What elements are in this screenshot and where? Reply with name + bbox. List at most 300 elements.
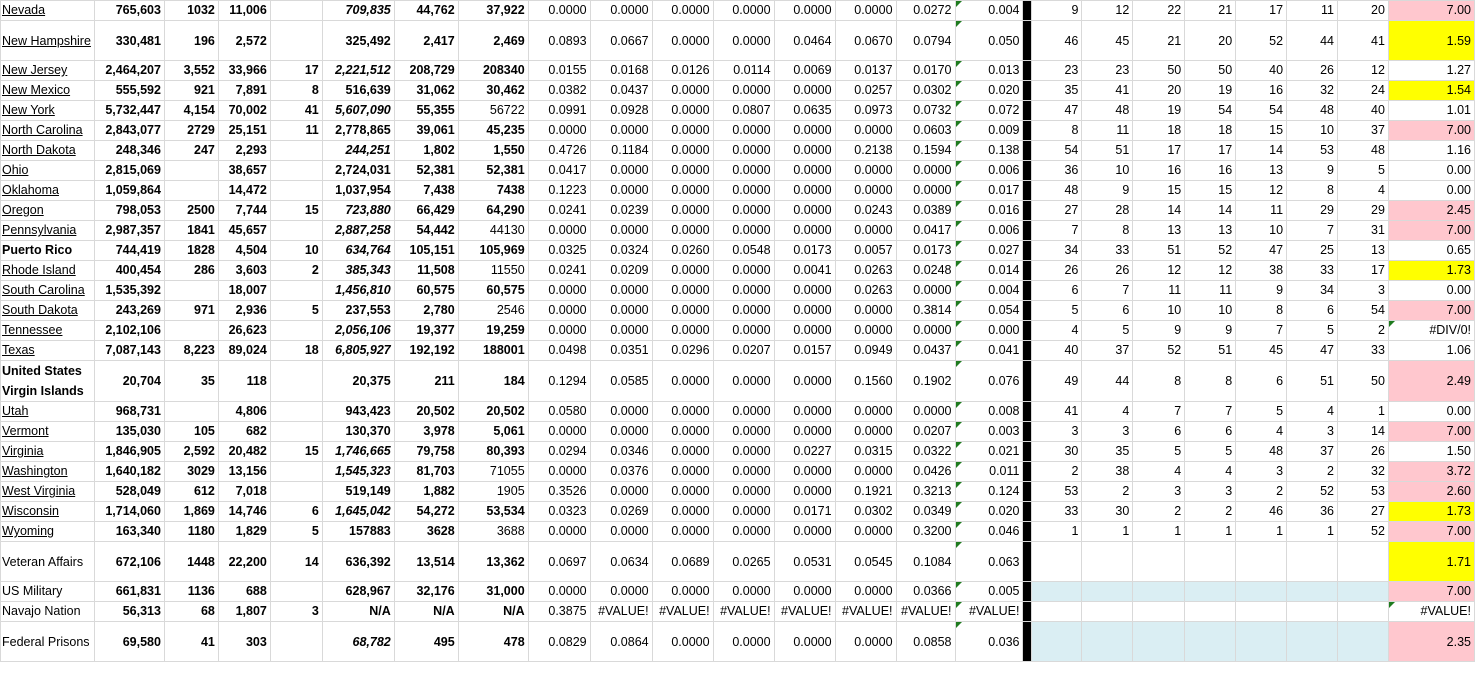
cell-total[interactable]: 555,592 (94, 81, 164, 101)
cell-count-b[interactable]: 688 (218, 582, 270, 602)
cell-total[interactable]: 1,535,392 (94, 281, 164, 301)
jurisdiction-link[interactable]: North Dakota (2, 143, 76, 157)
cell-ratio[interactable]: 0.0170 (896, 61, 955, 81)
cell-ratio[interactable]: #VALUE! (590, 602, 652, 622)
cell-ratio[interactable]: 0.0000 (528, 522, 590, 542)
cell-count-b[interactable]: 89,024 (218, 341, 270, 361)
cell-ratio[interactable]: 0.0000 (896, 321, 955, 341)
cell-value-b[interactable]: 81,703 (394, 462, 458, 482)
cell-count-a[interactable]: 196 (164, 21, 218, 61)
cell-ratio[interactable]: 0.0000 (713, 221, 774, 241)
cell-ratio[interactable]: 0.0382 (528, 81, 590, 101)
jurisdiction-link[interactable]: New Mexico (2, 83, 71, 97)
cell-value-a[interactable]: 385,343 (322, 261, 394, 281)
cell-rank[interactable] (1032, 602, 1082, 622)
cell-rank[interactable]: 11 (1236, 201, 1287, 221)
cell-rank[interactable] (1185, 602, 1236, 622)
cell-ratio[interactable]: 0.0000 (774, 281, 835, 301)
cell-rank[interactable]: 7 (1185, 402, 1236, 422)
cell-ratio[interactable]: 0.0000 (774, 221, 835, 241)
jurisdiction-link[interactable]: Washington (2, 464, 68, 478)
cell-ratio[interactable]: 0.0000 (835, 462, 896, 482)
cell-score[interactable]: 7.00 (1388, 582, 1474, 602)
cell-rank[interactable]: 20 (1133, 81, 1185, 101)
cell-value-b[interactable]: 192,192 (394, 341, 458, 361)
cell-aggregate[interactable]: 0.046 (955, 522, 1023, 542)
cell-ratio[interactable]: 0.2138 (835, 141, 896, 161)
cell-rank[interactable]: 47 (1287, 341, 1338, 361)
cell-aggregate[interactable]: 0.006 (955, 161, 1023, 181)
cell-value-a[interactable]: 237,553 (322, 301, 394, 321)
cell-total[interactable]: 661,831 (94, 582, 164, 602)
cell-rank[interactable]: 5 (1082, 321, 1133, 341)
cell-aggregate[interactable]: 0.027 (955, 241, 1023, 261)
cell-ratio[interactable]: 0.0346 (590, 442, 652, 462)
cell-value-b[interactable]: 39,061 (394, 121, 458, 141)
cell-ratio[interactable]: 0.0000 (835, 161, 896, 181)
cell-rank[interactable]: 8 (1082, 221, 1133, 241)
cell-ratio[interactable]: 0.0000 (528, 281, 590, 301)
cell-ratio[interactable]: 0.0000 (835, 221, 896, 241)
cell-ratio[interactable]: 0.0000 (713, 361, 774, 402)
cell-count-b[interactable]: 682 (218, 422, 270, 442)
cell-count-a[interactable] (164, 402, 218, 422)
cell-value-b[interactable]: 66,429 (394, 201, 458, 221)
cell-rank[interactable]: 6 (1185, 422, 1236, 442)
cell-rank[interactable]: 52 (1287, 482, 1338, 502)
cell-total[interactable]: 20,704 (94, 361, 164, 402)
cell-count-b[interactable]: 18,007 (218, 281, 270, 301)
cell-ratio[interactable]: 0.0000 (652, 582, 713, 602)
cell-count-b[interactable]: 13,156 (218, 462, 270, 482)
cell-value-b[interactable]: N/A (394, 602, 458, 622)
cell-rank[interactable]: 46 (1032, 21, 1082, 61)
cell-value-a[interactable]: 6,805,927 (322, 341, 394, 361)
cell-jurisdiction[interactable] (1, 121, 95, 141)
cell-count-b[interactable]: 20,482 (218, 442, 270, 462)
cell-rank[interactable]: 36 (1287, 502, 1338, 522)
cell-rank[interactable]: 44 (1082, 361, 1133, 402)
cell-jurisdiction[interactable] (1, 542, 95, 582)
cell-rank[interactable]: 9 (1133, 321, 1185, 341)
cell-rank[interactable]: 19 (1133, 101, 1185, 121)
cell-total[interactable]: 400,454 (94, 261, 164, 281)
cell-ratio[interactable]: 0.1184 (590, 141, 652, 161)
cell-ratio[interactable]: 0.0000 (590, 161, 652, 181)
cell-ratio[interactable]: 0.0000 (713, 261, 774, 281)
cell-rank[interactable]: 5 (1032, 301, 1082, 321)
cell-value-a[interactable]: 20,375 (322, 361, 394, 402)
cell-rank[interactable]: 36 (1032, 161, 1082, 181)
cell-rank[interactable]: 33 (1287, 261, 1338, 281)
cell-rank[interactable]: 51 (1185, 341, 1236, 361)
cell-ratio[interactable]: 0.0366 (896, 582, 955, 602)
cell-ratio[interactable]: 0.0263 (835, 261, 896, 281)
cell-rank[interactable]: 5 (1338, 161, 1389, 181)
cell-total[interactable]: 56,313 (94, 602, 164, 622)
cell-aggregate[interactable]: 0.020 (955, 502, 1023, 522)
cell-rank[interactable]: 12 (1236, 181, 1287, 201)
cell-value-c[interactable]: 7438 (458, 181, 528, 201)
cell-score[interactable]: 0.00 (1388, 402, 1474, 422)
cell-rank[interactable]: 4 (1133, 462, 1185, 482)
cell-total[interactable]: 798,053 (94, 201, 164, 221)
cell-aggregate[interactable]: 0.138 (955, 141, 1023, 161)
cell-rank[interactable]: 34 (1032, 241, 1082, 261)
cell-count-c[interactable]: 6 (270, 502, 322, 522)
cell-ratio[interactable]: 0.0000 (713, 121, 774, 141)
cell-score[interactable]: 0.00 (1388, 281, 1474, 301)
cell-ratio[interactable]: 0.0000 (774, 582, 835, 602)
cell-rank[interactable]: 1 (1287, 522, 1338, 542)
cell-value-c[interactable]: 5,061 (458, 422, 528, 442)
jurisdiction-link[interactable]: Wyoming (2, 524, 54, 538)
cell-aggregate[interactable]: 0.050 (955, 21, 1023, 61)
cell-rank[interactable] (1032, 542, 1082, 582)
cell-value-a[interactable]: 325,492 (322, 21, 394, 61)
cell-ratio[interactable]: 0.0973 (835, 101, 896, 121)
cell-rank[interactable]: 29 (1338, 201, 1389, 221)
cell-value-a[interactable]: 5,607,090 (322, 101, 394, 121)
cell-rank[interactable]: 54 (1032, 141, 1082, 161)
cell-rank[interactable]: 2 (1236, 482, 1287, 502)
cell-rank[interactable] (1082, 602, 1133, 622)
jurisdiction-link[interactable]: Utah (2, 404, 29, 418)
cell-ratio[interactable]: #VALUE! (774, 602, 835, 622)
cell-rank[interactable]: 15 (1236, 121, 1287, 141)
cell-score[interactable]: #DIV/0! (1388, 321, 1474, 341)
cell-rank[interactable]: 28 (1082, 201, 1133, 221)
cell-ratio[interactable]: 0.0057 (835, 241, 896, 261)
cell-count-c[interactable] (270, 482, 322, 502)
cell-value-c[interactable]: 3688 (458, 522, 528, 542)
cell-ratio[interactable]: 0.0000 (774, 402, 835, 422)
cell-value-b[interactable]: 1,882 (394, 482, 458, 502)
cell-score[interactable]: 1.73 (1388, 261, 1474, 281)
cell-value-c[interactable]: 53,534 (458, 502, 528, 522)
cell-rank[interactable]: 21 (1133, 21, 1185, 61)
cell-value-b[interactable]: 31,062 (394, 81, 458, 101)
cell-count-a[interactable] (164, 181, 218, 201)
cell-ratio[interactable]: 0.0000 (774, 482, 835, 502)
cell-value-b[interactable]: 13,514 (394, 542, 458, 582)
cell-count-b[interactable]: 70,002 (218, 101, 270, 121)
cell-value-c[interactable]: 56722 (458, 101, 528, 121)
cell-rank[interactable]: 54 (1236, 101, 1287, 121)
cell-score[interactable]: 1.16 (1388, 141, 1474, 161)
cell-rank[interactable] (1082, 542, 1133, 582)
cell-rank[interactable]: 3 (1338, 281, 1389, 301)
cell-rank[interactable]: 40 (1236, 61, 1287, 81)
cell-ratio[interactable]: 0.0000 (835, 422, 896, 442)
cell-rank[interactable]: 11 (1287, 1, 1338, 21)
cell-score[interactable]: 1.06 (1388, 341, 1474, 361)
cell-ratio[interactable]: 0.0000 (652, 181, 713, 201)
cell-rank[interactable]: 52 (1185, 241, 1236, 261)
cell-rank[interactable]: 14 (1133, 201, 1185, 221)
cell-rank[interactable] (1185, 542, 1236, 582)
cell-ratio[interactable]: 0.0000 (774, 422, 835, 442)
cell-count-b[interactable]: 2,936 (218, 301, 270, 321)
cell-rank[interactable]: 7 (1236, 321, 1287, 341)
cell-score[interactable]: 2.49 (1388, 361, 1474, 402)
cell-ratio[interactable]: 0.0000 (835, 121, 896, 141)
cell-rank[interactable] (1338, 622, 1389, 662)
cell-count-c[interactable]: 10 (270, 241, 322, 261)
cell-rank[interactable]: 5 (1236, 402, 1287, 422)
jurisdiction-link[interactable]: Virginia (2, 444, 44, 458)
cell-ratio[interactable]: 0.0000 (713, 582, 774, 602)
cell-rank[interactable]: 10 (1236, 221, 1287, 241)
cell-value-a[interactable]: 68,782 (322, 622, 394, 662)
cell-ratio[interactable]: 0.0000 (652, 622, 713, 662)
cell-value-a[interactable]: 636,392 (322, 542, 394, 582)
cell-ratio[interactable]: 0.0000 (774, 181, 835, 201)
cell-rank[interactable]: 32 (1338, 462, 1389, 482)
cell-ratio[interactable]: 0.0000 (652, 141, 713, 161)
cell-value-c[interactable]: N/A (458, 602, 528, 622)
cell-ratio[interactable]: 0.0000 (713, 462, 774, 482)
cell-count-a[interactable]: 3029 (164, 462, 218, 482)
cell-ratio[interactable]: 0.0000 (652, 101, 713, 121)
cell-ratio[interactable]: 0.0000 (835, 321, 896, 341)
cell-count-a[interactable]: 1136 (164, 582, 218, 602)
cell-value-a[interactable]: N/A (322, 602, 394, 622)
cell-count-c[interactable] (270, 582, 322, 602)
cell-value-c[interactable]: 1905 (458, 482, 528, 502)
cell-count-a[interactable]: 612 (164, 482, 218, 502)
cell-rank[interactable]: 47 (1236, 241, 1287, 261)
cell-value-a[interactable]: 2,778,865 (322, 121, 394, 141)
cell-jurisdiction[interactable] (1, 462, 95, 482)
cell-rank[interactable]: 8 (1236, 301, 1287, 321)
cell-aggregate[interactable]: 0.036 (955, 622, 1023, 662)
cell-ratio[interactable]: 0.0069 (774, 61, 835, 81)
cell-value-c[interactable]: 80,393 (458, 442, 528, 462)
cell-value-c[interactable]: 208340 (458, 61, 528, 81)
cell-jurisdiction[interactable] (1, 81, 95, 101)
cell-value-a[interactable]: 1,545,323 (322, 462, 394, 482)
cell-ratio[interactable]: 0.0603 (896, 121, 955, 141)
cell-ratio[interactable]: 0.0126 (652, 61, 713, 81)
cell-count-c[interactable]: 41 (270, 101, 322, 121)
cell-jurisdiction[interactable] (1, 241, 95, 261)
cell-ratio[interactable]: 0.0545 (835, 542, 896, 582)
cell-rank[interactable]: 17 (1185, 141, 1236, 161)
cell-ratio[interactable]: 0.0241 (528, 261, 590, 281)
cell-total[interactable]: 2,464,207 (94, 61, 164, 81)
cell-rank[interactable] (1032, 582, 1082, 602)
cell-ratio[interactable]: 0.0000 (835, 1, 896, 21)
cell-ratio[interactable]: 0.0000 (590, 181, 652, 201)
cell-count-b[interactable]: 7,744 (218, 201, 270, 221)
cell-rank[interactable]: 2 (1082, 482, 1133, 502)
cell-ratio[interactable]: 0.0041 (774, 261, 835, 281)
cell-ratio[interactable]: 0.0000 (835, 402, 896, 422)
cell-count-a[interactable]: 1841 (164, 221, 218, 241)
cell-value-b[interactable]: 11,508 (394, 261, 458, 281)
cell-rank[interactable]: 16 (1236, 81, 1287, 101)
cell-total[interactable]: 330,481 (94, 21, 164, 61)
cell-value-b[interactable]: 3628 (394, 522, 458, 542)
cell-total[interactable]: 2,843,077 (94, 121, 164, 141)
cell-ratio[interactable]: 0.0168 (590, 61, 652, 81)
cell-rank[interactable] (1236, 622, 1287, 662)
cell-rank[interactable]: 9 (1287, 161, 1338, 181)
cell-value-c[interactable]: 478 (458, 622, 528, 662)
cell-aggregate[interactable]: 0.020 (955, 81, 1023, 101)
cell-ratio[interactable]: 0.0171 (774, 502, 835, 522)
cell-value-a[interactable]: 1,746,665 (322, 442, 394, 462)
cell-ratio[interactable]: 0.0207 (713, 341, 774, 361)
cell-rank[interactable]: 20 (1338, 1, 1389, 21)
cell-ratio[interactable]: 0.0000 (652, 121, 713, 141)
cell-jurisdiction[interactable] (1, 341, 95, 361)
cell-rank[interactable]: 50 (1133, 61, 1185, 81)
cell-score[interactable]: 7.00 (1388, 522, 1474, 542)
cell-rank[interactable]: 17 (1133, 141, 1185, 161)
cell-ratio[interactable]: 0.0000 (528, 1, 590, 21)
cell-ratio[interactable]: 0.0000 (528, 582, 590, 602)
cell-total[interactable]: 765,603 (94, 1, 164, 21)
cell-rank[interactable]: 13 (1236, 161, 1287, 181)
cell-ratio[interactable]: 0.0248 (896, 261, 955, 281)
cell-ratio[interactable]: 0.0000 (652, 201, 713, 221)
cell-count-c[interactable] (270, 462, 322, 482)
cell-ratio[interactable]: 0.0000 (774, 361, 835, 402)
cell-rank[interactable] (1133, 542, 1185, 582)
cell-ratio[interactable]: 0.0635 (774, 101, 835, 121)
cell-count-c[interactable] (270, 141, 322, 161)
cell-rank[interactable]: 12 (1133, 261, 1185, 281)
cell-jurisdiction[interactable] (1, 181, 95, 201)
cell-total[interactable]: 243,269 (94, 301, 164, 321)
cell-value-c[interactable]: 52,381 (458, 161, 528, 181)
cell-rank[interactable] (1236, 582, 1287, 602)
cell-rank[interactable]: 37 (1082, 341, 1133, 361)
cell-ratio[interactable]: 0.0157 (774, 341, 835, 361)
cell-rank[interactable]: 30 (1082, 502, 1133, 522)
cell-ratio[interactable]: 0.0000 (774, 301, 835, 321)
cell-value-b[interactable]: 79,758 (394, 442, 458, 462)
cell-ratio[interactable]: 0.0376 (590, 462, 652, 482)
cell-ratio[interactable]: 0.0315 (835, 442, 896, 462)
cell-ratio[interactable]: 0.0000 (590, 321, 652, 341)
cell-rank[interactable] (1133, 582, 1185, 602)
cell-rank[interactable] (1185, 582, 1236, 602)
cell-rank[interactable]: 38 (1236, 261, 1287, 281)
cell-rank[interactable]: 33 (1082, 241, 1133, 261)
cell-count-c[interactable] (270, 21, 322, 61)
cell-total[interactable]: 1,640,182 (94, 462, 164, 482)
cell-rank[interactable]: 1 (1338, 402, 1389, 422)
cell-ratio[interactable]: 0.0114 (713, 61, 774, 81)
cell-rank[interactable]: 18 (1133, 121, 1185, 141)
cell-count-c[interactable] (270, 321, 322, 341)
cell-rank[interactable] (1133, 602, 1185, 622)
cell-ratio[interactable]: 0.0417 (528, 161, 590, 181)
cell-ratio[interactable]: 0.1594 (896, 141, 955, 161)
cell-ratio[interactable]: 0.0294 (528, 442, 590, 462)
cell-total[interactable]: 744,419 (94, 241, 164, 261)
cell-score[interactable]: 1.01 (1388, 101, 1474, 121)
cell-jurisdiction[interactable] (1, 321, 95, 341)
cell-value-c[interactable]: 20,502 (458, 402, 528, 422)
cell-aggregate[interactable]: 0.004 (955, 1, 1023, 21)
cell-rank[interactable]: 14 (1236, 141, 1287, 161)
cell-ratio[interactable]: #VALUE! (652, 602, 713, 622)
cell-value-a[interactable]: 2,724,031 (322, 161, 394, 181)
cell-count-c[interactable]: 11 (270, 121, 322, 141)
cell-ratio[interactable]: 0.0000 (652, 462, 713, 482)
cell-count-c[interactable]: 5 (270, 522, 322, 542)
cell-count-a[interactable]: 247 (164, 141, 218, 161)
cell-rank[interactable]: 48 (1236, 442, 1287, 462)
cell-rank[interactable]: 12 (1338, 61, 1389, 81)
cell-ratio[interactable]: 0.0437 (896, 341, 955, 361)
cell-jurisdiction[interactable] (1, 361, 95, 402)
cell-value-b[interactable]: 60,575 (394, 281, 458, 301)
cell-ratio[interactable]: 0.1921 (835, 482, 896, 502)
cell-rank[interactable] (1338, 542, 1389, 582)
cell-ratio[interactable]: 0.0155 (528, 61, 590, 81)
cell-value-b[interactable]: 20,502 (394, 402, 458, 422)
cell-aggregate[interactable]: 0.005 (955, 582, 1023, 602)
cell-count-c[interactable] (270, 1, 322, 21)
cell-count-a[interactable]: 35 (164, 361, 218, 402)
cell-score[interactable]: 3.72 (1388, 462, 1474, 482)
cell-ratio[interactable]: 0.0000 (652, 402, 713, 422)
cell-rank[interactable]: 3 (1133, 482, 1185, 502)
cell-aggregate[interactable]: 0.021 (955, 442, 1023, 462)
cell-rank[interactable]: 23 (1082, 61, 1133, 81)
cell-rank[interactable]: 34 (1287, 281, 1338, 301)
cell-count-c[interactable] (270, 622, 322, 662)
cell-ratio[interactable]: 0.0000 (774, 1, 835, 21)
jurisdiction-link[interactable]: Ohio (2, 163, 29, 177)
cell-rank[interactable]: 35 (1082, 442, 1133, 462)
cell-value-b[interactable]: 495 (394, 622, 458, 662)
cell-ratio[interactable]: 0.0260 (652, 241, 713, 261)
jurisdiction-link[interactable]: North Carolina (2, 123, 83, 137)
cell-ratio[interactable]: 0.0864 (590, 622, 652, 662)
cell-rank[interactable]: 4 (1185, 462, 1236, 482)
cell-ratio[interactable]: 0.0000 (835, 582, 896, 602)
cell-ratio[interactable]: 0.0829 (528, 622, 590, 662)
cell-count-c[interactable]: 5 (270, 301, 322, 321)
cell-count-c[interactable]: 15 (270, 201, 322, 221)
cell-value-c[interactable]: 184 (458, 361, 528, 402)
jurisdiction-link[interactable]: New Hampshire (2, 33, 91, 48)
cell-score[interactable]: 1.27 (1388, 61, 1474, 81)
cell-count-b[interactable]: 1,807 (218, 602, 270, 622)
cell-jurisdiction[interactable] (1, 422, 95, 442)
cell-count-a[interactable]: 286 (164, 261, 218, 281)
cell-rank[interactable]: 9 (1032, 1, 1082, 21)
jurisdiction-link[interactable]: Oregon (2, 203, 44, 217)
cell-ratio[interactable]: 0.0322 (896, 442, 955, 462)
cell-jurisdiction[interactable] (1, 602, 95, 622)
cell-count-b[interactable]: 25,151 (218, 121, 270, 141)
cell-rank[interactable]: 4 (1032, 321, 1082, 341)
cell-ratio[interactable]: 0.0000 (652, 81, 713, 101)
cell-rank[interactable]: 5 (1133, 442, 1185, 462)
cell-rank[interactable]: 29 (1287, 201, 1338, 221)
cell-count-b[interactable]: 38,657 (218, 161, 270, 181)
cell-count-b[interactable]: 4,504 (218, 241, 270, 261)
cell-count-a[interactable]: 2729 (164, 121, 218, 141)
cell-ratio[interactable]: 0.0794 (896, 21, 955, 61)
